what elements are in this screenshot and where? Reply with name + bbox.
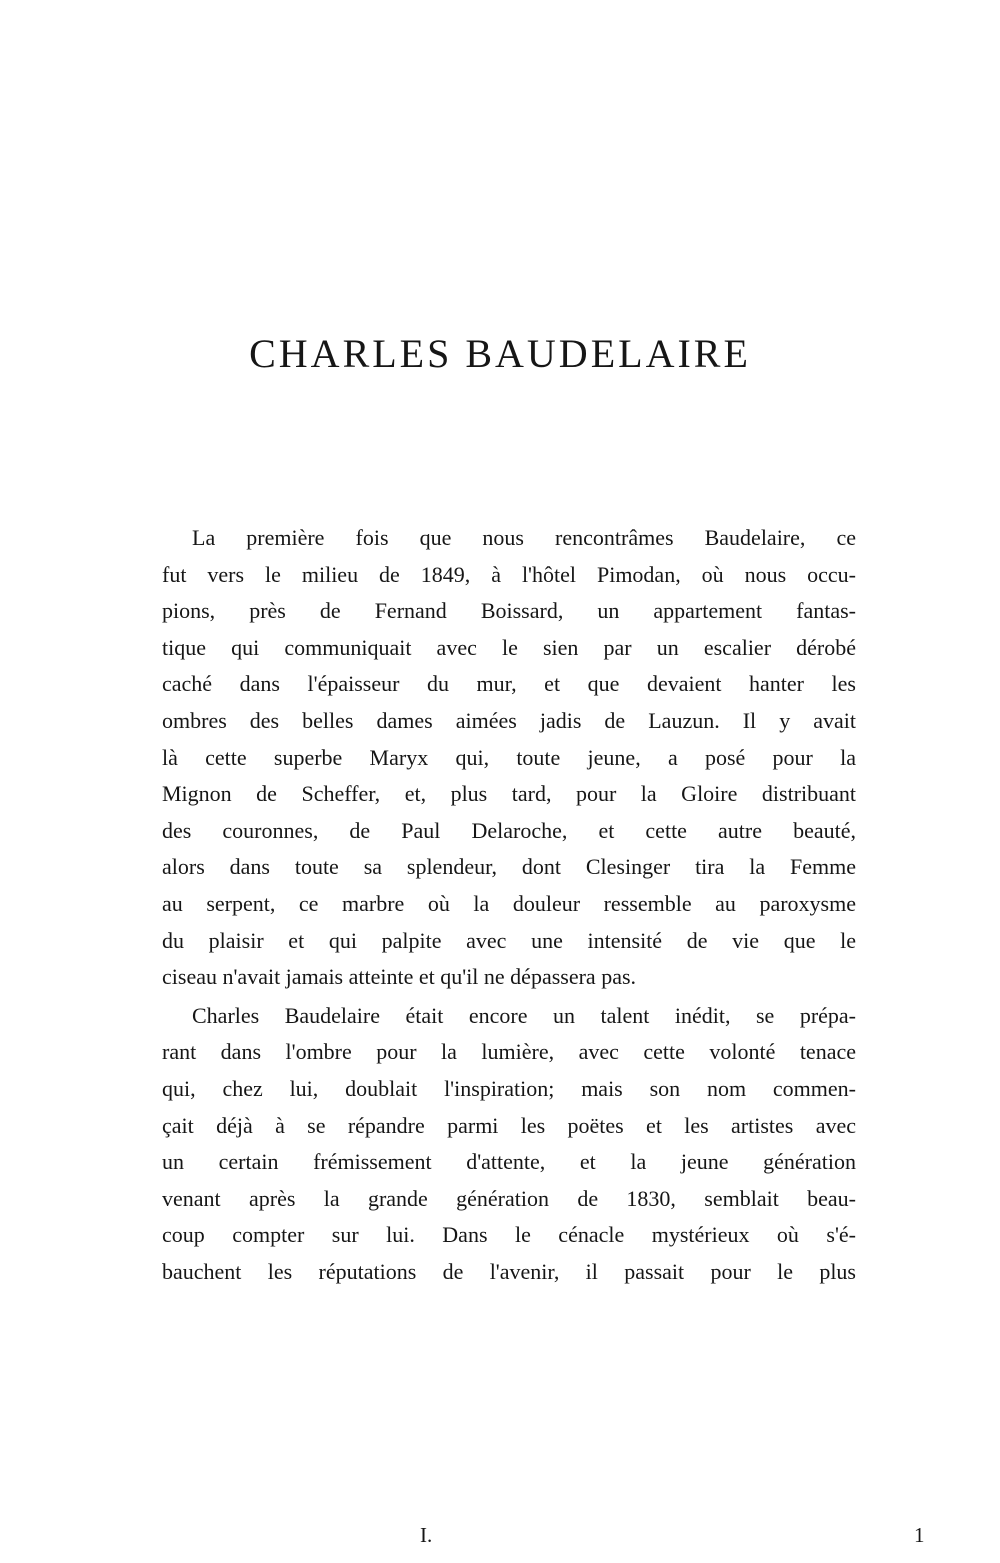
text-line: coup compter sur lui. Dans le cénacle mystérieux où s'é-	[162, 1222, 856, 1248]
text-line: ciseau n'avait jamais atteinte et qu'il ne dépassera pas.	[162, 964, 637, 990]
text-line: La première fois que nous rencontrâmes Baudelaire, ce	[192, 525, 856, 550]
text-line: rant dans l'ombre pour la lumière, avec cette volonté tenace	[162, 1039, 856, 1065]
text-line: qui, chez lui, doublait l'inspiration; mais son nom commen-	[162, 1075, 856, 1101]
text-line: pions, près de Fernand Boissard, un appartement fantas-	[162, 598, 856, 624]
page-title: CHARLES BAUDELAIRE	[249, 331, 751, 376]
text-line: bauchent les réputations de l'avenir, il passait pour le plus	[162, 1258, 856, 1284]
text-line: là cette superbe Maryx qui, toute jeune, a posé pour la	[162, 744, 856, 770]
page-footer	[162, 1523, 1000, 1563]
page-number: 1	[914, 1523, 925, 1547]
signature-mark: I.	[420, 1523, 433, 1547]
text-line: caché dans l'épaisseur du mur, et que devaient hanter les	[162, 671, 856, 697]
text-line: çait déjà à se répandre parmi les poëtes et les artistes avec	[162, 1112, 856, 1138]
text-line: un certain frémissement d'attente, et la jeune génération	[162, 1149, 856, 1175]
text-line: alors dans toute sa splendeur, dont Clesinger tira la Femme	[162, 854, 856, 880]
text-line: venant après la grande génération de 1830, semblait beau-	[162, 1185, 856, 1211]
body-text	[162, 520, 925, 1547]
text-line: du plaisir et qui palpite avec une intensité de vie que le	[162, 927, 856, 953]
text-line: tique qui communiquait avec le sien par un escalier dérobé	[162, 634, 856, 660]
text-line: Mignon de Scheffer, et, plus tard, pour la Gloire distribuant	[162, 781, 856, 807]
text-line: fut vers le milieu de 1849, à l'hôtel Pimodan, où nous occu-	[162, 561, 856, 587]
text-line: Charles Baudelaire était encore un talent inédit, se prépa-	[192, 1002, 856, 1028]
text-line: des couronnes, de Paul Delaroche, et cette autre beauté,	[162, 817, 856, 843]
text-line: au serpent, ce marbre où la douleur ressemble au paroxysme	[162, 890, 856, 916]
text-line: ombres des belles dames aimées jadis de Lauzun. Il y avait	[162, 707, 856, 733]
